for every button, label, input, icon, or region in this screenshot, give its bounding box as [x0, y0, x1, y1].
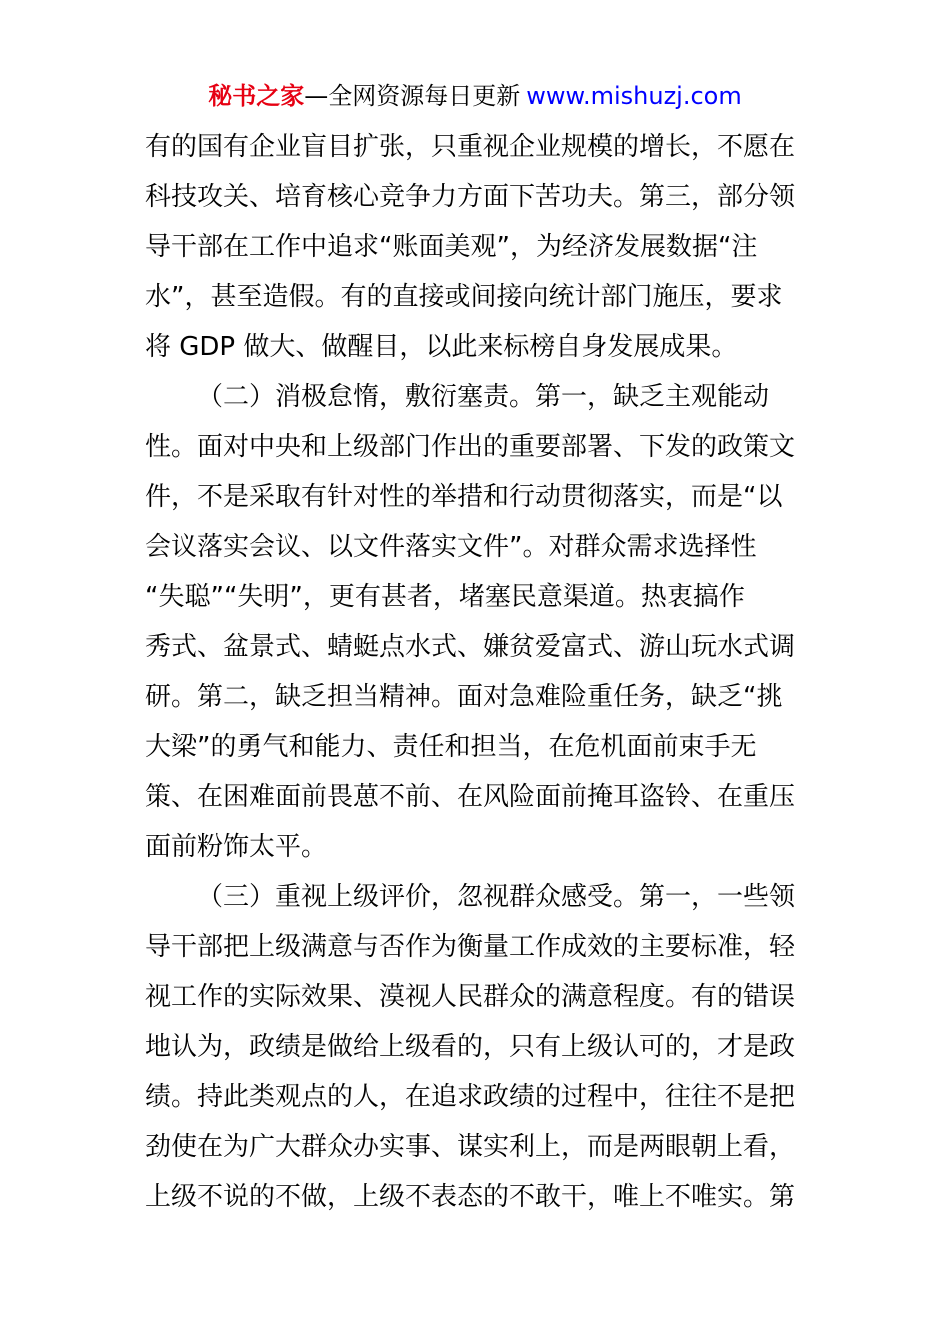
paragraph-heading-line: （二）消极怠惰，敷衍塞责。第一，缺乏主观能动: [197, 382, 770, 412]
site-header: [0, 80, 950, 112]
text-line: 绩。持此类观点的人，在追求政绩的过程中，往往不是把: [145, 1082, 796, 1112]
text-line: 有的国有企业盲目扩张，只重视企业规模的增长，不愿在: [145, 132, 796, 162]
text-line: 会议落实会议、以文件落实文件”。对群众需求选择性: [145, 532, 757, 562]
text-line: 策、在困难面前畏葸不前、在风险面前掩耳盗铃、在重压: [145, 782, 796, 812]
text-line: 秀式、盆景式、蜻蜓点水式、嫌贫爱富式、游山玩水式调: [145, 632, 796, 662]
text-line: 上级不说的不做，上级不表态的不敢干，唯上不唯实。第: [145, 1182, 796, 1212]
text-line: 导干部在工作中追求“账面美观”，为经济发展数据“注: [145, 232, 758, 262]
site-url[interactable]: www.mishuzj.com: [526, 82, 742, 110]
text-line: 视工作的实际效果、漠视人民群众的满意程度。有的错误: [145, 982, 796, 1012]
text-line: 性。面对中央和上级部门作出的重要部署、下发的政策文: [145, 432, 796, 462]
text-line: 研。第二，缺乏担当精神。面对急难险重任务，缺乏“挑: [145, 682, 783, 712]
text-line: “失聪”“失明”，更有甚者，堵塞民意渠道。热衷搞作: [145, 582, 745, 612]
document-body: [145, 122, 810, 1222]
text-line: 件，不是采取有针对性的举措和行动贯彻落实，而是“以: [145, 482, 783, 512]
text-line: 科技攻关、培育核心竞争力方面下苦功夫。第三，部分领: [145, 182, 796, 212]
site-brand: 秘书之家: [208, 82, 305, 110]
site-tagline: —全网资源每日更新: [304, 82, 521, 110]
paragraph-heading-line: （三）重视上级评价，忽视群众感受。第一，一些领: [197, 882, 796, 912]
text-line: 面前粉饰太平。: [145, 832, 328, 862]
text-line: 劲使在为广大群众办实事、谋实利上，而是两眼朝上看，: [145, 1132, 796, 1162]
text-line: 导干部把上级满意与否作为衡量工作成效的主要标准，轻: [145, 932, 796, 962]
text-line: 将 GDP 做大、做醒目，以此来标榜自身发展成果。: [145, 332, 738, 362]
text-line: 地认为，政绩是做给上级看的，只有上级认可的，才是政: [145, 1032, 796, 1062]
text-line: 水”，甚至造假。有的直接或间接向统计部门施压，要求: [145, 282, 783, 312]
text-line: 大梁”的勇气和能力、责任和担当，在危机面前束手无: [145, 732, 757, 762]
